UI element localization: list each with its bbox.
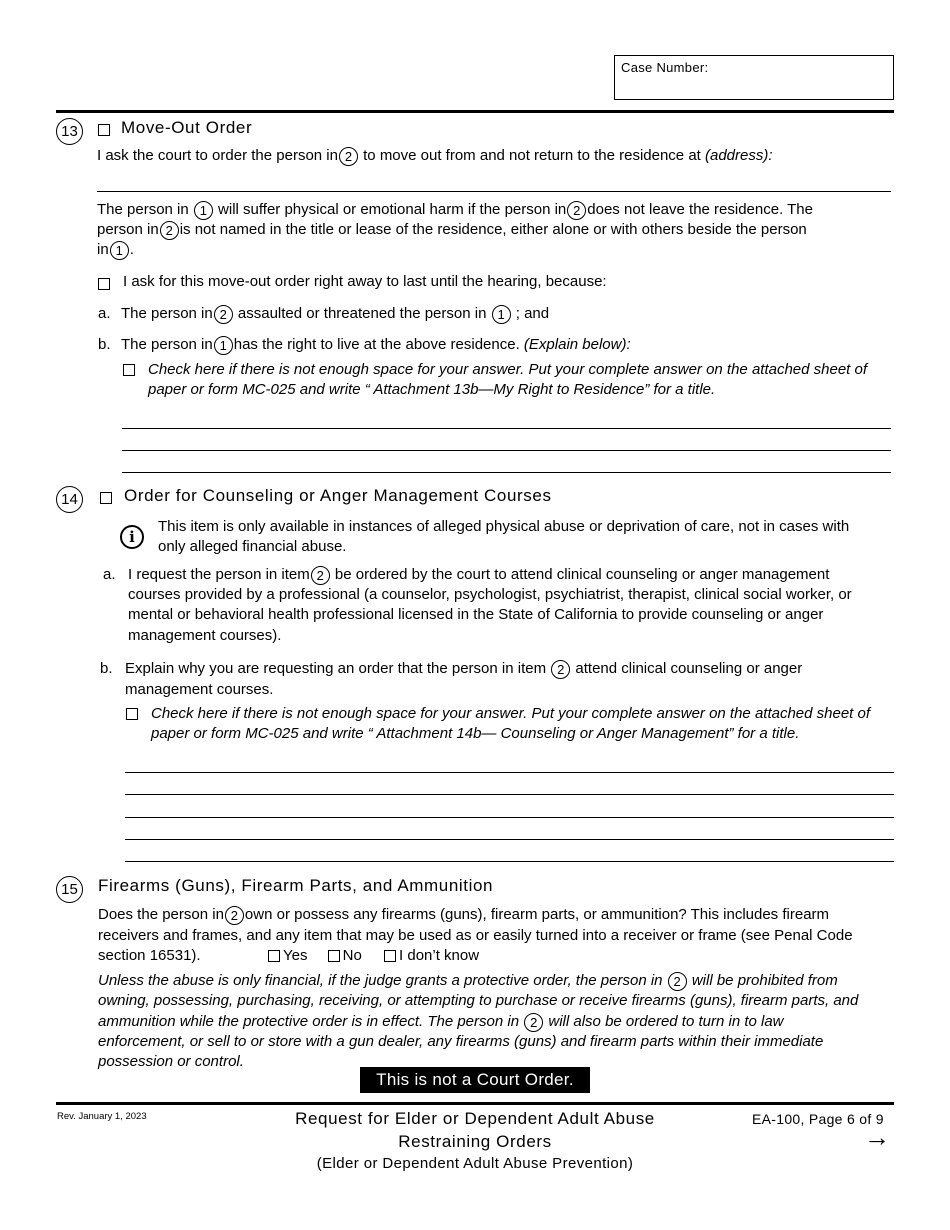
- info-text-1: This item is only available in instances of alleged physical abuse or deprivation of care, not in cases with: [158, 518, 850, 535]
- case-number-box[interactable]: [614, 55, 894, 100]
- item-14a-text-4: management courses).: [128, 627, 282, 644]
- item-14a-text-1: I request the person in item 2 be ordered by the court to attend clinical counseling or anger management: [128, 566, 830, 583]
- item-14b-check-text-2: paper or form MC-025 and write “ Attachment 14b— Counseling or Anger Management” for a title.: [151, 725, 800, 742]
- move-out-order-checkbox[interactable]: [98, 124, 110, 136]
- item-13b-answer-line[interactable]: [122, 428, 891, 429]
- item-13b-check-text-2: paper or form MC-025 and write “ Attachment 13b—My Right to Residence” for a title.: [148, 381, 716, 398]
- not-court-order-banner: This is not a Court Order.: [360, 1067, 590, 1093]
- yes-label: Yes: [283, 947, 308, 964]
- item-14b-text-1: Explain why you are requesting an order that the person in item 2 attend clinical counseling or anger: [125, 660, 803, 677]
- item-14b-answer-line[interactable]: [125, 772, 894, 773]
- firearms-warning-4: enforcement, or sell to or store with a gun dealer, any firearms (guns) and firearm parts within their immediate: [98, 1033, 824, 1050]
- item-13a-text: The person in 2 assaulted or threatened the person in 1 ; and: [121, 305, 550, 322]
- case-number-label: Case Number:: [621, 60, 709, 75]
- item-13b-answer-line[interactable]: [122, 472, 891, 473]
- no-checkbox[interactable]: [328, 950, 340, 962]
- right-away-checkbox[interactable]: [98, 278, 110, 290]
- item-number-15: 15: [56, 876, 83, 903]
- firearms-warning-3: ammunition while the protective order is in effect. The person in 2 will also be ordered to turn in to law: [98, 1013, 784, 1030]
- right-away-text: I ask for this move-out order right away to last until the hearing, because:: [123, 273, 607, 290]
- counseling-order-checkbox[interactable]: [100, 492, 112, 504]
- footer-title-1: Request for Elder or Dependent Adult Abuse: [295, 1109, 655, 1128]
- firearms-warning-1: Unless the abuse is only financial, if the judge grants a protective order, the person in 2 will be prohibited from: [98, 972, 838, 989]
- harm-statement-line-1: The person in 1 will suffer physical or emotional harm if the person in 2 does not leave the residence. The: [97, 201, 813, 218]
- item-14b-text-2: management courses.: [125, 681, 274, 698]
- item-13b-check-text-1: Check here if there is not enough space for your answer. Put your complete answer on the attached sheet of: [148, 361, 868, 378]
- footer-subtitle: (Elder or Dependent Adult Abuse Prevention): [316, 1155, 634, 1172]
- item-number-13: 13: [56, 118, 83, 145]
- firearms-answer-options: [268, 946, 479, 967]
- item-14b-label: b.: [100, 660, 113, 677]
- footer-divider: [56, 1102, 894, 1105]
- item-14a-label: a.: [103, 566, 116, 583]
- item-number-14: 14: [56, 486, 83, 513]
- item-14b-answer-line[interactable]: [125, 839, 894, 840]
- section-13-title: Move-Out Order: [121, 118, 253, 137]
- info-text-2: only alleged financial abuse.: [158, 538, 347, 555]
- item-13b-text: The person in 1 has the right to live at the above residence. (Explain below):: [121, 336, 631, 353]
- item-13b-answer-line[interactable]: [122, 450, 891, 451]
- ref-circle: 2: [339, 147, 358, 166]
- item-14b-answer-line[interactable]: [125, 817, 894, 818]
- harm-statement-line-2: person in 2 is not named in the title or lease of the residence, either alone or with others beside the person: [97, 221, 807, 238]
- item-14b-check-text-1: Check here if there is not enough space for your answer. Put your complete answer on the attached sheet of: [151, 705, 871, 722]
- move-out-request-text: I ask the court to order the person in 2 to move out from and not return to the residence at (address):: [97, 147, 773, 164]
- no-label: No: [342, 947, 362, 964]
- item-14b-extra-space-checkbox[interactable]: [126, 708, 138, 720]
- top-divider: [56, 110, 894, 113]
- firearms-question-2: receivers and frames, and any item that may be used as or easily turned into a receiver or frame (see Penal Code: [98, 927, 853, 944]
- item-13a-label: a.: [98, 305, 111, 322]
- info-icon: i: [120, 525, 144, 549]
- dont-know-checkbox[interactable]: [384, 950, 396, 962]
- item-14b-answer-line[interactable]: [125, 794, 894, 795]
- section-14-title: Order for Counseling or Anger Management Courses: [124, 486, 552, 505]
- firearms-question-1: Does the person in 2 own or possess any firearms (guns), firearm parts, or ammunition? This includes firearm: [98, 906, 830, 923]
- firearms-warning-2: owning, possessing, purchasing, receiving, or attempting to purchase or receive firearms (guns), firearm parts, and: [98, 992, 859, 1009]
- item-14b-answer-line[interactable]: [125, 861, 894, 862]
- harm-statement-line-3: in 1 .: [97, 241, 134, 258]
- item-14a-text-2: courses provided by a professional (a counselor, psychologist, psychiatrist, therapist, clinical social worker, or: [128, 586, 852, 603]
- item-13b-label: b.: [98, 336, 111, 353]
- item-13b-extra-space-checkbox[interactable]: [123, 364, 135, 376]
- dont-know-label: I don’t know: [399, 947, 480, 964]
- revision-date: Rev. January 1, 2023: [57, 1111, 147, 1122]
- next-page-arrow-icon: →: [864, 1122, 890, 1152]
- section-15-title: Firearms (Guns), Firearm Parts, and Ammunition: [98, 876, 494, 895]
- firearms-warning-5: possession or control.: [98, 1053, 244, 1070]
- footer-title-2: Restraining Orders: [398, 1132, 552, 1151]
- yes-checkbox[interactable]: [268, 950, 280, 962]
- page-number: EA-100, Page 6 of 9: [752, 1111, 884, 1127]
- item-14a-text-3: mental or behavioral health professional licensed in the State of California to provide counseling or anger: [128, 606, 824, 623]
- firearms-question-3: section 16531).: [98, 947, 201, 964]
- address-answer-line[interactable]: [97, 191, 891, 192]
